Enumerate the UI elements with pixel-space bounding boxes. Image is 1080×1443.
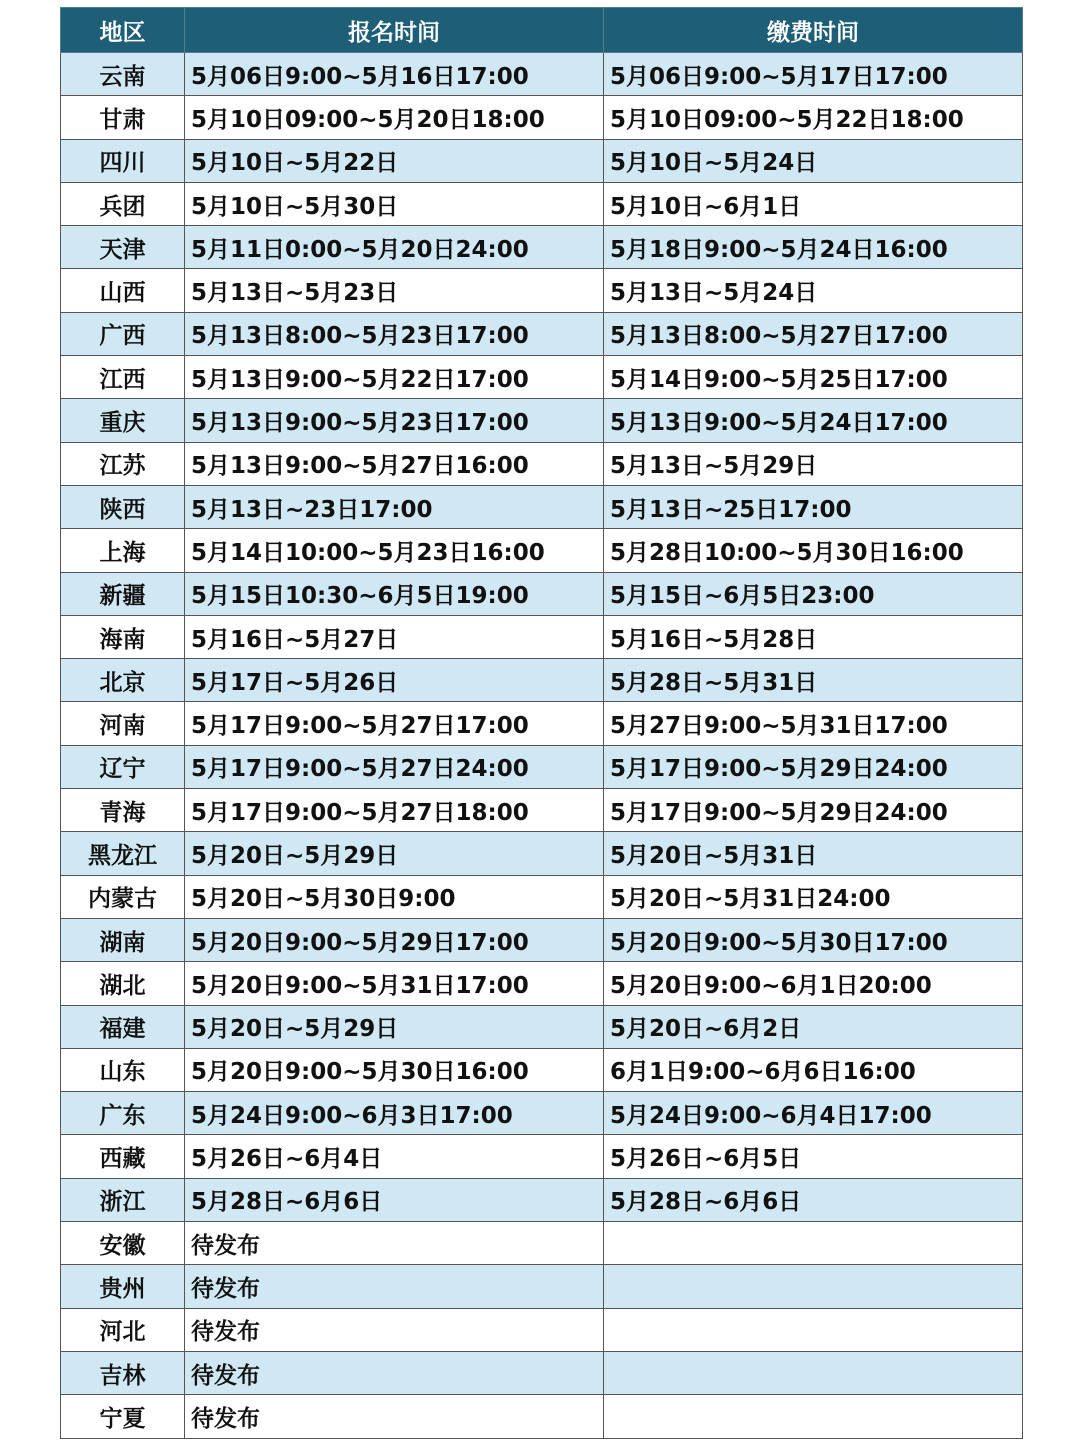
registration-time-cell: 5月10日~5月30日 <box>185 182 604 225</box>
payment-time-cell: 5月10日09:00~5月22日18:00 <box>604 96 1023 139</box>
payment-time-cell: 5月13日~5月29日 <box>604 442 1023 485</box>
table-row <box>61 1178 1023 1221</box>
payment-time-cell: 5月20日~5月31日 <box>604 832 1023 875</box>
payment-time-cell: 5月10日~5月24日 <box>604 139 1023 182</box>
table-row <box>61 1395 1023 1438</box>
registration-time-cell: 待发布 <box>185 1222 604 1265</box>
table-row <box>61 1005 1023 1048</box>
table-row <box>61 745 1023 788</box>
region-cell: 河南 <box>61 702 185 745</box>
region-cell: 重庆 <box>61 399 185 442</box>
registration-time-cell: 待发布 <box>185 1351 604 1394</box>
payment-time-cell: 5月27日9:00~5月31日17:00 <box>604 702 1023 745</box>
payment-time-cell: 5月24日9:00~6月4日17:00 <box>604 1092 1023 1135</box>
table-row <box>61 1308 1023 1351</box>
payment-time-cell: 5月15日~6月5日23:00 <box>604 572 1023 615</box>
table-row <box>61 485 1023 528</box>
table-row <box>61 1048 1023 1091</box>
table-row <box>61 53 1023 96</box>
region-cell: 兵团 <box>61 182 185 225</box>
table-row <box>61 139 1023 182</box>
region-cell: 新疆 <box>61 572 185 615</box>
payment-time-cell: 5月28日10:00~5月30日16:00 <box>604 529 1023 572</box>
registration-time-cell: 5月24日9:00~6月3日17:00 <box>185 1092 604 1135</box>
payment-time-cell: 6月1日9:00~6月6日16:00 <box>604 1048 1023 1091</box>
registration-time-cell: 5月06日9:00~5月16日17:00 <box>185 53 604 96</box>
payment-time-cell: 5月18日9:00~5月24日16:00 <box>604 226 1023 269</box>
region-cell: 青海 <box>61 789 185 832</box>
payment-time-cell: 5月20日9:00~5月30日17:00 <box>604 918 1023 961</box>
region-cell: 广西 <box>61 312 185 355</box>
registration-time-cell: 5月26日~6月4日 <box>185 1135 604 1178</box>
table-row <box>61 226 1023 269</box>
table-row <box>61 182 1023 225</box>
payment-time-cell: 5月17日9:00~5月29日24:00 <box>604 745 1023 788</box>
payment-time-cell: 5月16日~5月28日 <box>604 615 1023 658</box>
table-row <box>61 962 1023 1005</box>
region-cell: 四川 <box>61 139 185 182</box>
registration-time-cell: 5月10日09:00~5月20日18:00 <box>185 96 604 139</box>
region-cell: 山西 <box>61 269 185 312</box>
region-cell: 福建 <box>61 1005 185 1048</box>
registration-time-cell: 5月13日~23日17:00 <box>185 485 604 528</box>
registration-time-cell: 5月16日~5月27日 <box>185 615 604 658</box>
registration-time-cell: 5月20日9:00~5月29日17:00 <box>185 918 604 961</box>
payment-time-cell: 5月28日~5月31日 <box>604 659 1023 702</box>
registration-time-cell: 5月13日8:00~5月23日17:00 <box>185 312 604 355</box>
registration-time-cell: 5月17日9:00~5月27日17:00 <box>185 702 604 745</box>
payment-time-cell: 5月17日9:00~5月29日24:00 <box>604 789 1023 832</box>
payment-time-cell: 5月13日9:00~5月24日17:00 <box>604 399 1023 442</box>
table-row <box>61 1222 1023 1265</box>
table-row <box>61 356 1023 399</box>
payment-time-cell <box>604 1351 1023 1394</box>
schedule-body <box>61 53 1023 1439</box>
payment-time-cell: 5月06日9:00~5月17日17:00 <box>604 53 1023 96</box>
registration-time-cell: 待发布 <box>185 1308 604 1351</box>
header-region: 地区 <box>61 8 185 53</box>
payment-time-cell <box>604 1395 1023 1438</box>
payment-time-cell <box>604 1222 1023 1265</box>
registration-time-cell: 5月13日9:00~5月27日16:00 <box>185 442 604 485</box>
schedule-table <box>60 7 1023 1439</box>
payment-time-cell <box>604 1308 1023 1351</box>
registration-time-cell: 5月11日0:00~5月20日24:00 <box>185 226 604 269</box>
table-row <box>61 442 1023 485</box>
registration-time-cell: 待发布 <box>185 1265 604 1308</box>
registration-time-cell: 5月17日~5月26日 <box>185 659 604 702</box>
registration-time-cell: 5月20日~5月30日9:00 <box>185 875 604 918</box>
region-cell: 辽宁 <box>61 745 185 788</box>
payment-time-cell: 5月20日~6月2日 <box>604 1005 1023 1048</box>
registration-time-cell: 5月14日10:00~5月23日16:00 <box>185 529 604 572</box>
table-row <box>61 832 1023 875</box>
registration-time-cell: 5月10日~5月22日 <box>185 139 604 182</box>
region-cell: 陕西 <box>61 485 185 528</box>
registration-time-cell: 5月13日9:00~5月23日17:00 <box>185 399 604 442</box>
table-row <box>61 702 1023 745</box>
region-cell: 河北 <box>61 1308 185 1351</box>
region-cell: 江西 <box>61 356 185 399</box>
table-row <box>61 875 1023 918</box>
payment-time-cell: 5月26日~6月5日 <box>604 1135 1023 1178</box>
payment-time-cell: 5月28日~6月6日 <box>604 1178 1023 1221</box>
table-row <box>61 399 1023 442</box>
header-registration-time: 报名时间 <box>185 8 604 53</box>
registration-time-cell: 5月20日~5月29日 <box>185 1005 604 1048</box>
region-cell: 安徽 <box>61 1222 185 1265</box>
region-cell: 宁夏 <box>61 1395 185 1438</box>
registration-time-cell: 5月20日~5月29日 <box>185 832 604 875</box>
region-cell: 天津 <box>61 226 185 269</box>
table-row <box>61 269 1023 312</box>
payment-time-cell: 5月10日~6月1日 <box>604 182 1023 225</box>
registration-time-cell: 5月13日9:00~5月22日17:00 <box>185 356 604 399</box>
region-cell: 云南 <box>61 53 185 96</box>
table-row <box>61 1265 1023 1308</box>
region-cell: 甘肃 <box>61 96 185 139</box>
payment-time-cell <box>604 1265 1023 1308</box>
region-cell: 黑龙江 <box>61 832 185 875</box>
region-cell: 内蒙古 <box>61 875 185 918</box>
region-cell: 西藏 <box>61 1135 185 1178</box>
region-cell: 江苏 <box>61 442 185 485</box>
payment-time-cell: 5月13日~5月24日 <box>604 269 1023 312</box>
table-row <box>61 615 1023 658</box>
registration-time-cell: 5月17日9:00~5月27日18:00 <box>185 789 604 832</box>
region-cell: 海南 <box>61 615 185 658</box>
payment-time-cell: 5月13日8:00~5月27日17:00 <box>604 312 1023 355</box>
registration-time-cell: 5月15日10:30~6月5日19:00 <box>185 572 604 615</box>
registration-time-cell: 5月13日~5月23日 <box>185 269 604 312</box>
region-cell: 贵州 <box>61 1265 185 1308</box>
table-row <box>61 312 1023 355</box>
payment-time-cell: 5月13日~25日17:00 <box>604 485 1023 528</box>
payment-time-cell: 5月20日9:00~6月1日20:00 <box>604 962 1023 1005</box>
registration-time-cell: 5月20日9:00~5月30日16:00 <box>185 1048 604 1091</box>
region-cell: 上海 <box>61 529 185 572</box>
table-row <box>61 529 1023 572</box>
table-row <box>61 1135 1023 1178</box>
table-row <box>61 789 1023 832</box>
registration-time-cell: 5月17日9:00~5月27日24:00 <box>185 745 604 788</box>
registration-time-cell: 5月20日9:00~5月31日17:00 <box>185 962 604 1005</box>
region-cell: 山东 <box>61 1048 185 1091</box>
payment-time-cell: 5月14日9:00~5月25日17:00 <box>604 356 1023 399</box>
registration-time-cell: 待发布 <box>185 1395 604 1438</box>
table-row <box>61 918 1023 961</box>
payment-time-cell: 5月20日~5月31日24:00 <box>604 875 1023 918</box>
region-cell: 湖北 <box>61 962 185 1005</box>
schedule-sheet <box>60 7 1022 1439</box>
table-row <box>61 1092 1023 1135</box>
region-cell: 广东 <box>61 1092 185 1135</box>
table-row <box>61 1351 1023 1394</box>
table-row <box>61 96 1023 139</box>
region-cell: 湖南 <box>61 918 185 961</box>
region-cell: 吉林 <box>61 1351 185 1394</box>
header-row <box>61 8 1023 53</box>
region-cell: 北京 <box>61 659 185 702</box>
table-row <box>61 659 1023 702</box>
registration-time-cell: 5月28日~6月6日 <box>185 1178 604 1221</box>
header-payment-time: 缴费时间 <box>604 8 1023 53</box>
table-row <box>61 572 1023 615</box>
region-cell: 浙江 <box>61 1178 185 1221</box>
